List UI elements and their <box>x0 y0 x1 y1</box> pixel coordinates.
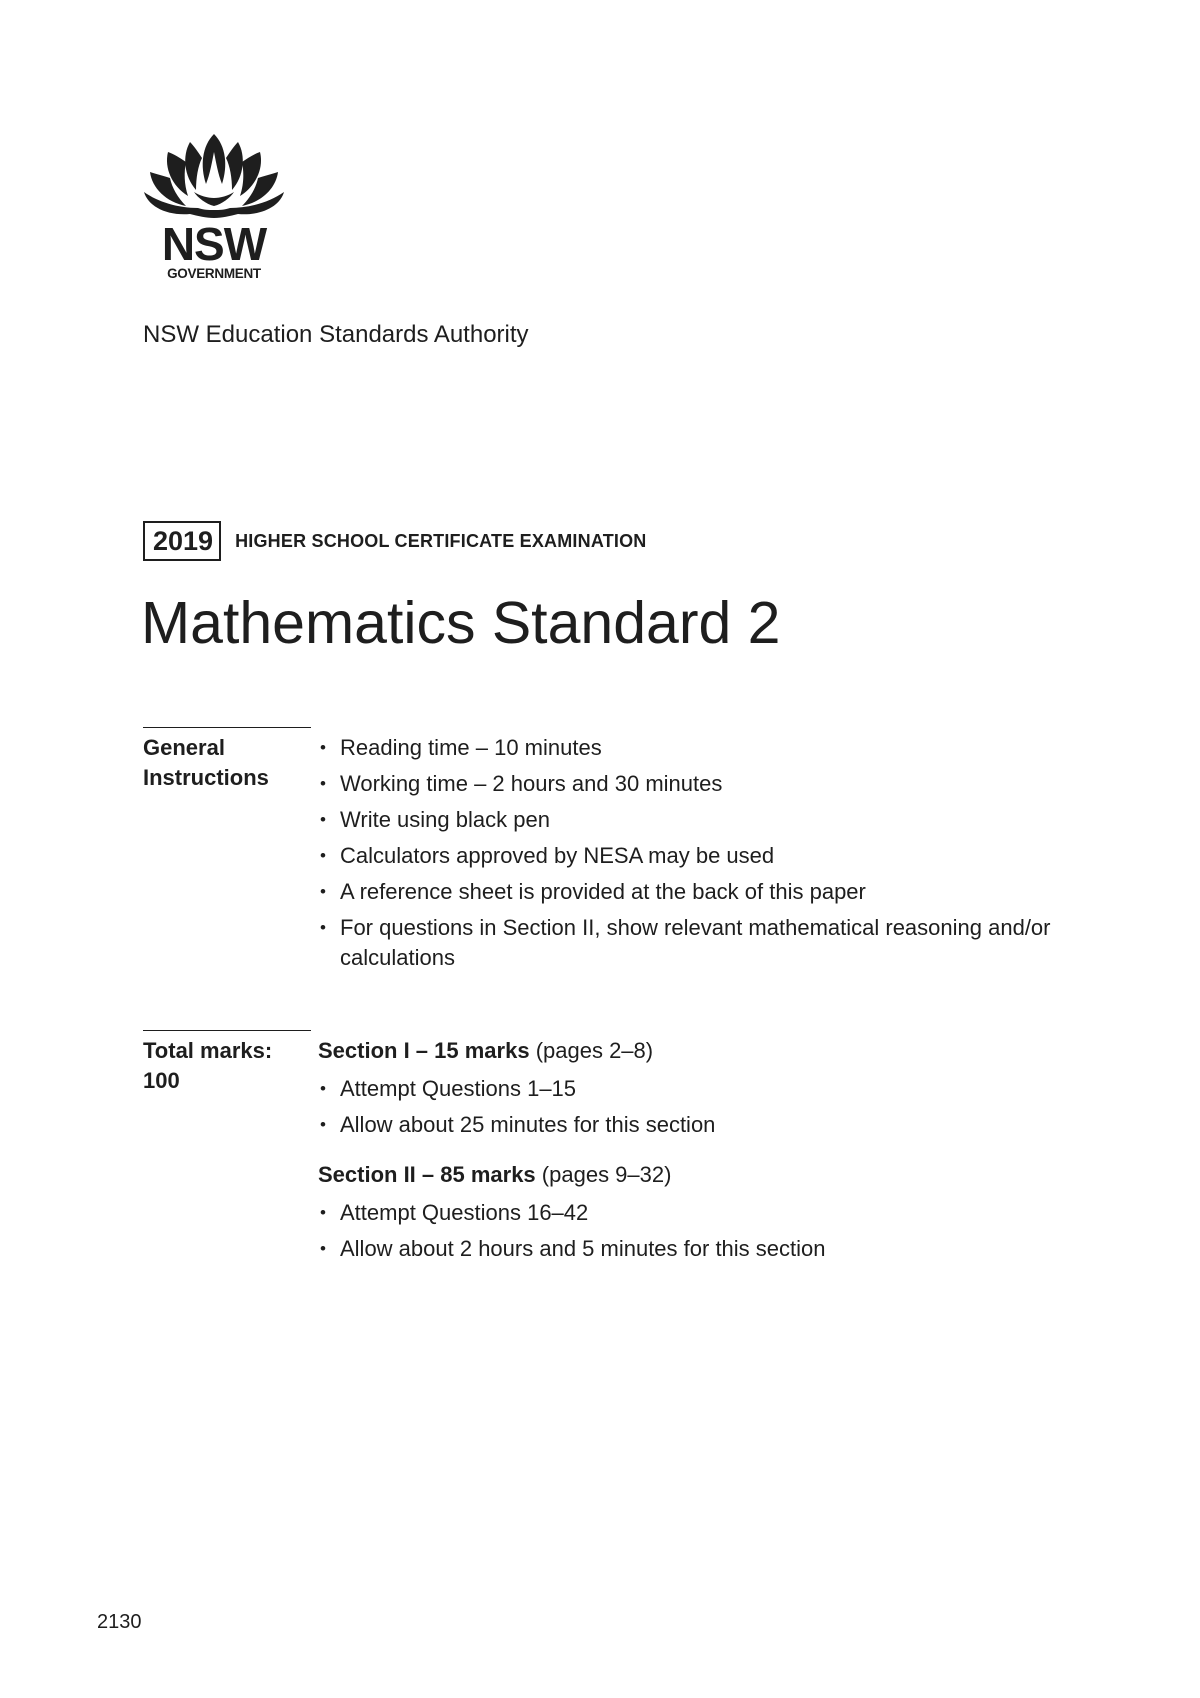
general-instructions-list-container <box>318 733 1118 979</box>
list-item: • Allow about 2 hours and 5 minutes for this section <box>318 1234 1118 1264</box>
section-one-heading <box>318 1036 1118 1066</box>
total-marks-label <box>143 1036 308 1096</box>
list-item: • For questions in Section II, show relevant mathematical reasoning and/or calculations <box>318 913 1100 973</box>
list-item: • Attempt Questions 16–42 <box>318 1198 1118 1228</box>
authority-name: NSW Education Standards Authority <box>143 321 529 348</box>
list-item: • Working time – 2 hours and 30 minutes <box>318 769 1118 799</box>
section-one-pages: (pages 2–8) <box>535 1038 654 1063</box>
section-two-heading <box>318 1160 1118 1190</box>
total-marks-label-line2: 100 <box>143 1068 180 1093</box>
list-item: • Write using black pen <box>318 805 1118 835</box>
page-code: 2130 <box>97 1611 142 1633</box>
general-instructions-label <box>143 733 308 793</box>
waratah-icon <box>140 132 288 282</box>
exam-line <box>143 521 647 561</box>
section-one-list <box>318 1074 1118 1140</box>
list-item: • A reference sheet is provided at the back of this paper <box>318 877 1118 907</box>
logo-word: NSW <box>161 218 267 270</box>
section-one-title: Section I – 15 marks <box>318 1038 530 1063</box>
section-two <box>318 1160 1118 1264</box>
section-two-title: Section II – 85 marks <box>318 1162 536 1187</box>
section-one <box>318 1036 1118 1140</box>
list-item: • Reading time – 10 minutes <box>318 733 1118 763</box>
exam-year-badge: 2019 <box>143 521 221 561</box>
general-instructions-label-line2: Instructions <box>143 765 269 790</box>
list-item: • Attempt Questions 1–15 <box>318 1074 1118 1104</box>
section-two-list <box>318 1198 1118 1264</box>
general-instructions-list <box>318 733 1118 973</box>
section-two-pages: (pages 9–32) <box>541 1162 672 1187</box>
logo-subword: GOVERNMENT <box>167 266 261 281</box>
list-item: • Allow about 25 minutes for this section <box>318 1110 1118 1140</box>
list-item: • Calculators approved by NESA may be used <box>318 841 1118 871</box>
total-marks-rule <box>143 1030 311 1031</box>
general-instructions-rule <box>143 727 311 728</box>
nsw-government-logo <box>140 132 288 282</box>
exam-name: HIGHER SCHOOL CERTIFICATE EXAMINATION <box>235 530 647 551</box>
sections-container <box>318 1036 1118 1284</box>
total-marks-label-line1: Total marks: <box>143 1038 273 1063</box>
general-instructions-label-line1: General <box>143 735 225 760</box>
subject-title: Mathematics Standard 2 <box>141 590 781 656</box>
